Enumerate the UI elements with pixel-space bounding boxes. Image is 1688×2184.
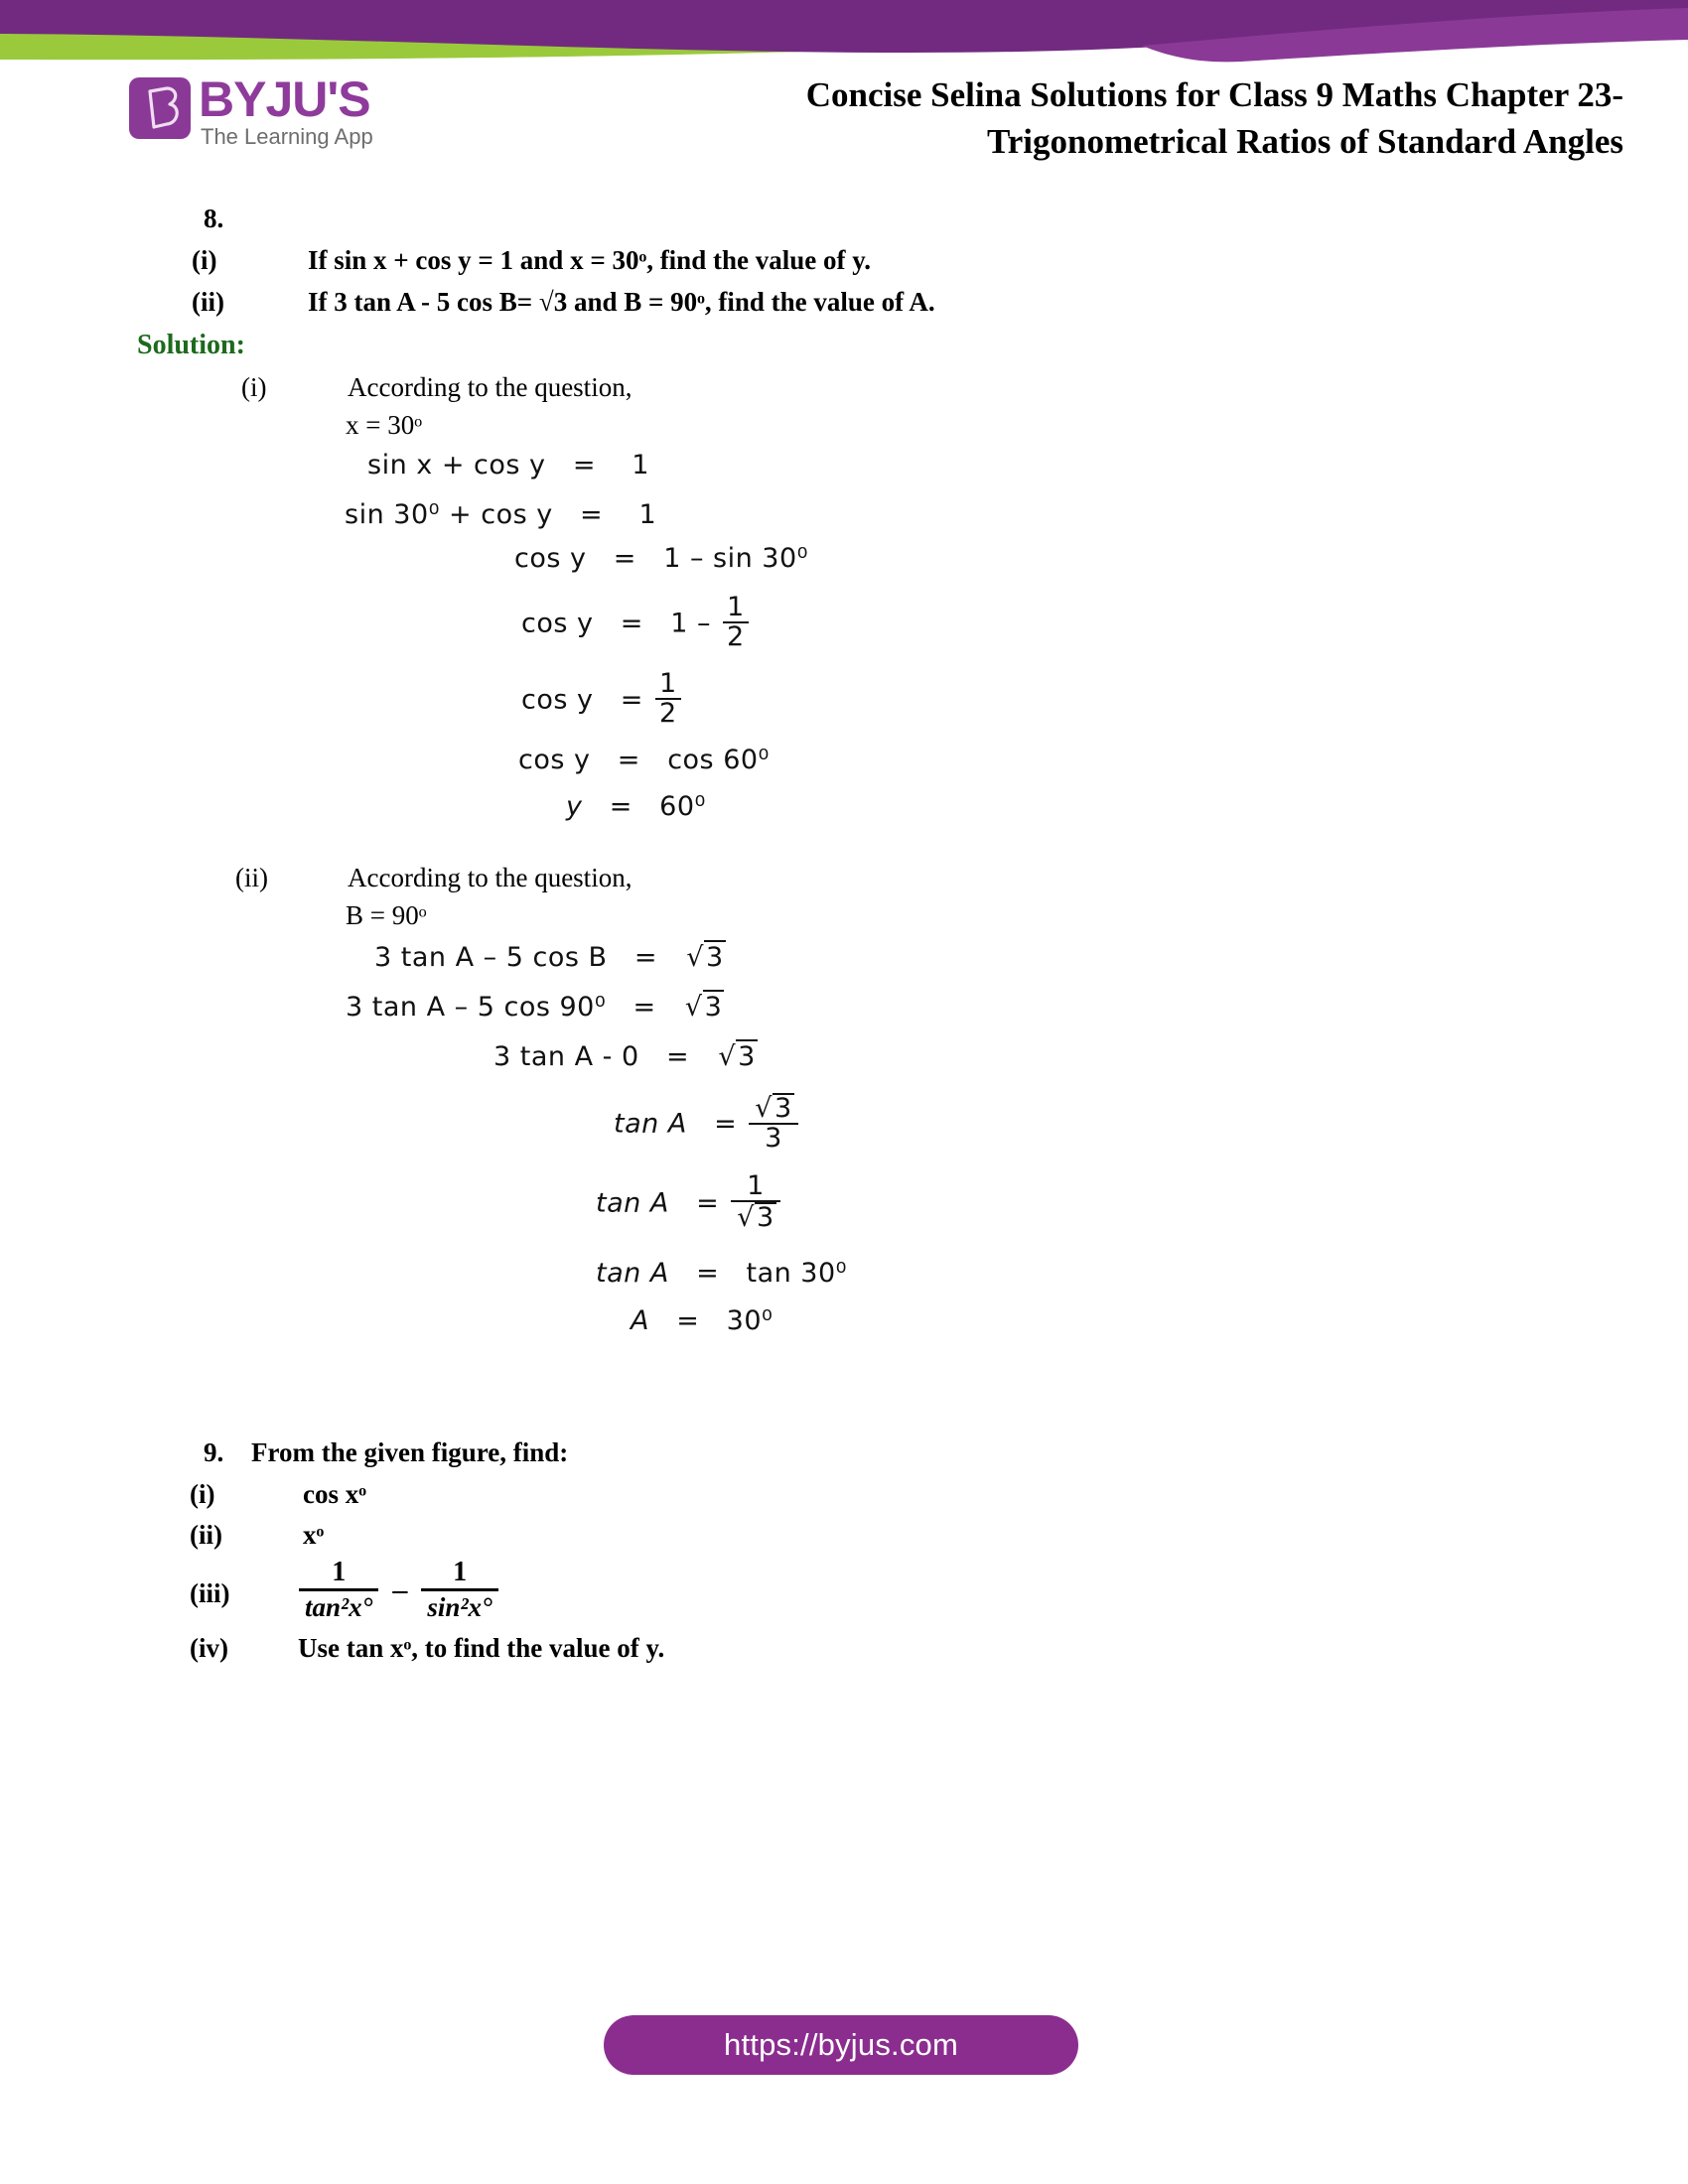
byjus-url-button[interactable] xyxy=(604,2015,1078,2075)
solution-i-step-2 xyxy=(345,499,656,530)
fraction-denominator: 2 xyxy=(723,621,749,651)
step-lhs: A xyxy=(631,1305,649,1336)
question-9-part-iii-label: (iii) xyxy=(190,1578,230,1608)
fraction-numerator: 1 xyxy=(727,592,745,622)
step-lhs: 3 tan A - 0 xyxy=(493,1041,639,1072)
step-rel: = xyxy=(620,684,643,716)
solution-ii-step-2 xyxy=(346,990,724,1023)
question-8-number: 8. xyxy=(204,204,224,233)
solution-i-step-7 xyxy=(566,791,706,822)
fraction-one-half xyxy=(655,670,681,728)
byjus-logo xyxy=(129,73,417,153)
solution-ii-given: B = 90ᵒ xyxy=(346,900,427,930)
solution-i-given: x = 30ᵒ xyxy=(346,410,423,440)
question-9-number: 9. xyxy=(204,1437,224,1467)
solution-ii-label: (ii) xyxy=(235,863,268,892)
question-9-part-i-label: (i) xyxy=(190,1479,215,1509)
step-rhs: cos 60⁰ xyxy=(667,745,770,775)
solution-ii-step-3 xyxy=(493,1039,758,1072)
step-lhs: tan A xyxy=(614,1108,687,1140)
page-title-line-2: Trigonometrical Ratios of Standard Angles xyxy=(986,122,1623,161)
solution-ii-step-7 xyxy=(631,1305,773,1336)
step-rhs: 30⁰ xyxy=(726,1305,774,1336)
square-root-icon: √3 xyxy=(684,992,723,1023)
fraction-numerator: 1 xyxy=(747,1170,765,1201)
fraction-sqrt3-over-3 xyxy=(749,1093,797,1153)
solution-i-step-1 xyxy=(367,450,649,480)
question-8-part-i-label: (i) xyxy=(192,245,217,275)
question-9-part-iii-expression xyxy=(293,1557,504,1626)
fraction-denominator: sin²x° xyxy=(421,1588,497,1623)
step-rel: = xyxy=(613,543,636,574)
solution-i-step-4 xyxy=(521,592,752,653)
solution-i-step-3 xyxy=(514,543,808,574)
step-rel: = xyxy=(676,1305,700,1336)
step-lhs: 3 tan A – 5 cos B xyxy=(374,942,608,973)
fraction-one-over-sqrt3 xyxy=(731,1172,779,1232)
byjus-url-label: https://byjus.com xyxy=(724,2027,958,2062)
minus-operator: – xyxy=(392,1572,408,1606)
fraction-denominator xyxy=(731,1200,779,1232)
fraction-one-half xyxy=(723,594,749,651)
solution-label: Solution: xyxy=(137,330,245,360)
question-9-part-iv-label: (iv) xyxy=(190,1633,228,1663)
step-lhs: y xyxy=(566,791,583,822)
question-9-title: From the given figure, find: xyxy=(251,1437,569,1467)
step-lhs: cos y xyxy=(521,684,594,716)
step-rel: = xyxy=(665,1041,690,1072)
solution-i-step-5 xyxy=(521,668,684,730)
step-lhs: 3 tan A – 5 cos 90⁰ xyxy=(346,992,607,1023)
step-rel: = xyxy=(620,608,643,639)
square-root-icon: √3 xyxy=(737,1202,774,1234)
step-rhs: 1 xyxy=(638,499,657,530)
step-rel: = xyxy=(617,745,640,775)
fraction-one-over-sin-squared xyxy=(421,1558,497,1622)
page-title-line-1: Concise Selina Solutions for Class 9 Maths Chapter 23- xyxy=(805,75,1623,114)
fraction-denominator: tan²x° xyxy=(299,1588,378,1623)
solution-ii-step-4 xyxy=(614,1095,801,1155)
radicand: 3 xyxy=(757,1202,774,1234)
step-rhs: 1 xyxy=(632,450,649,480)
question-9-part-ii-text: xᵒ xyxy=(303,1520,325,1550)
solution-i-step-6 xyxy=(518,745,770,775)
question-8-part-ii-label: (ii) xyxy=(192,287,224,317)
step-rel: = xyxy=(580,499,604,530)
solution-i-label: (i) xyxy=(241,372,267,402)
step-lhs: tan A xyxy=(596,1258,669,1289)
question-9-part-i-text: cos xᵒ xyxy=(303,1479,366,1509)
step-rel: = xyxy=(714,1108,738,1140)
question-9-part-ii-label: (ii) xyxy=(190,1520,222,1550)
fraction-one-over-tan-squared xyxy=(299,1558,378,1622)
step-rhs: 60⁰ xyxy=(659,791,706,822)
square-root-icon: √3 xyxy=(718,1041,756,1072)
solution-ii-intro: According to the question, xyxy=(348,863,633,892)
solution-ii-step-1 xyxy=(374,940,726,973)
radicand: 3 xyxy=(704,992,723,1023)
radicand: 3 xyxy=(774,1093,792,1124)
fraction-numerator: 1 xyxy=(659,668,677,699)
step-lhs: sin x + cos y xyxy=(367,450,546,480)
step-rel: = xyxy=(633,992,656,1023)
step-rel: = xyxy=(696,1258,720,1289)
solution-ii-step-5 xyxy=(596,1170,783,1234)
step-lhs: cos y xyxy=(518,745,591,775)
solution-i-intro: According to the question, xyxy=(348,372,633,402)
fraction-denominator: 2 xyxy=(655,698,681,728)
step-lhs: cos y xyxy=(521,608,594,639)
step-rhs-whole: 1 – xyxy=(670,608,711,639)
step-rhs: 1 – sin 30⁰ xyxy=(663,543,808,574)
byjus-logo-mark-icon xyxy=(129,77,191,139)
radicand: 3 xyxy=(738,1041,756,1072)
fraction-denominator: 3 xyxy=(749,1123,797,1153)
question-9-part-iv-text: Use tan xᵒ, to find the value of y. xyxy=(298,1633,665,1663)
byjus-logo-tagline: The Learning App xyxy=(201,124,373,149)
step-lhs: tan A xyxy=(596,1187,669,1219)
square-root-icon: √3 xyxy=(755,1093,792,1124)
step-rel: = xyxy=(696,1187,720,1219)
radicand: 3 xyxy=(705,942,724,973)
page-title xyxy=(695,71,1623,165)
fraction-numerator: 1 xyxy=(453,1557,468,1587)
fraction-numerator xyxy=(749,1093,797,1123)
fraction-numerator: 1 xyxy=(332,1557,347,1587)
question-8-part-i-text: If sin x + cos y = 1 and x = 30ᵒ, find the value of y. xyxy=(308,245,871,275)
step-rel: = xyxy=(572,450,596,480)
byjus-logo-wordmark: BYJU'S xyxy=(199,71,370,127)
step-rhs: tan 30⁰ xyxy=(746,1258,847,1289)
step-rel: = xyxy=(609,791,633,822)
square-root-icon: √3 xyxy=(686,942,724,973)
step-lhs: sin 30⁰ + cos y xyxy=(345,499,553,530)
solution-ii-step-6 xyxy=(596,1258,847,1289)
step-lhs: cos y xyxy=(514,543,587,574)
question-8-part-ii-text: If 3 tan A - 5 cos B= √3 and B = 90ᵒ, find the value of A. xyxy=(308,287,935,317)
step-rel: = xyxy=(633,942,657,973)
